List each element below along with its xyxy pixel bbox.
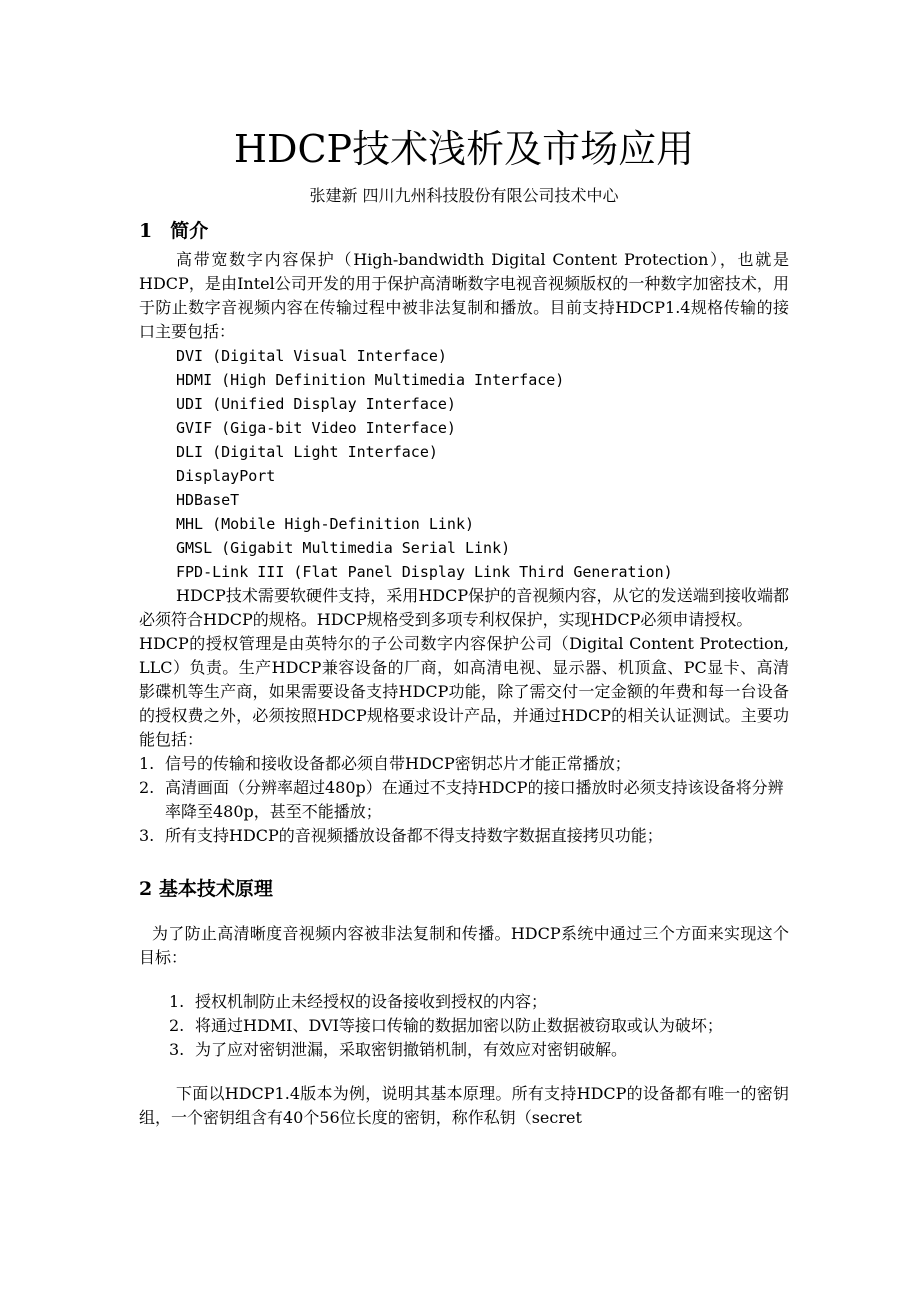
- interface-item: DisplayPort: [176, 467, 276, 485]
- author-affiliation: 张建新 四川九州科技股份有限公司技术中心: [309, 186, 619, 205]
- hardware-support-paragraph: HDCP技术需要软硬件支持，采用HDCP保护的音视频内容，从它的发送端到接收端都必须符合HDCP的规格。HDCP规格受到多项专利权保护，实现HDCP必须申请授权。: [139, 586, 789, 629]
- section-1-heading: [139, 218, 789, 244]
- list-number: 1.: [169, 992, 185, 1011]
- interface-item: DVI (Digital Visual Interface): [176, 347, 447, 365]
- spacer: [139, 1062, 789, 1082]
- list-text: 高清画面（分辨率超过480p）在通过不支持HDCP的接口播放时必须支持该设备将分辨率降至480p，甚至不能播放；: [165, 778, 784, 821]
- list-item: [139, 824, 789, 848]
- page-title: HDCP技术浅析及市场应用: [233, 127, 695, 171]
- list-item: [139, 752, 789, 776]
- list-item: [169, 1014, 789, 1038]
- intro-paragraph: 高带宽数字内容保护（High-bandwidth Digital Content Protection），也就是HDCP，是由Intel公司开发的用于保护高清晰数字电视音视频版权的一种数字加密技术，用于防止数字音视频内容在传输过程中被非法复制和播放。目前支持HDCP1.4规格传输的接口主要包括：: [139, 250, 789, 341]
- section-2-heading: 2 基本技术原理: [139, 878, 273, 900]
- list-text: 信号的传输和接收设备都必须自带HDCP密钥芯片才能正常播放；: [165, 754, 631, 773]
- interface-item: HDBaseT: [176, 491, 240, 509]
- list-text: 所有支持HDCP的音视频播放设备都不得支持数字数据直接拷贝功能；: [165, 826, 663, 845]
- list-item: [139, 776, 789, 824]
- list-number: 2.: [169, 1016, 185, 1035]
- list-item: [169, 1038, 789, 1062]
- interface-item: DLI (Digital Light Interface): [176, 443, 438, 461]
- list-text: 授权机制防止未经授权的设备接收到授权的内容；: [195, 992, 548, 1011]
- document-page: [139, 118, 789, 1130]
- interface-item: UDI (Unified Display Interface): [176, 395, 456, 413]
- spacer: [139, 970, 789, 990]
- list-number: 3.: [139, 826, 155, 845]
- section-1-title: 简介: [170, 220, 209, 242]
- interface-item: GMSL (Gigabit Multimedia Serial Link): [176, 539, 511, 557]
- list-text: 将通过HDMI、DVI等接口传输的数据加密以防止数据被窃取或认为破坏；: [195, 1016, 723, 1035]
- list-item: [169, 990, 789, 1014]
- list-text: 为了应对密钥泄漏，采取密钥撤销机制，有效应对密钥破解。: [195, 1040, 628, 1059]
- feature-list: [139, 752, 789, 848]
- license-paragraph: HDCP的授权管理是由英特尔的子公司数字内容保护公司（Digital Content Protection, LLC）负责。生产HDCP兼容设备的厂商，如高清电视、显示器、机顶盒、PC显卡、高清影碟机等生产商，如果需要设备支持HDCP功能，除了需交付一定金额的年费和每一台设备的授权费之外，必须按照HDCP规格要求设计产品，并通过HDCP的相关认证测试。主要功能包括：: [139, 634, 789, 749]
- interface-item: GVIF (Giga-bit Video Interface): [176, 419, 456, 437]
- goal-list: [139, 990, 789, 1062]
- list-number: 3.: [169, 1040, 185, 1059]
- section-1-number: 1: [139, 220, 153, 242]
- principle-paragraph: 下面以HDCP1.4版本为例，说明其基本原理。所有支持HDCP的设备都有唯一的密钥组，一个密钥组含有40个56位长度的密钥，称作私钥（secret: [139, 1084, 789, 1127]
- interface-item: MHL (Mobile High-Definition Link): [176, 515, 475, 533]
- interface-list: [139, 344, 789, 584]
- section-2-intro: 为了防止高清晰度音视频内容被非法复制和传播。HDCP系统中通过三个方面来实现这个目标：: [139, 924, 789, 967]
- list-number: 2.: [139, 778, 155, 797]
- interface-item: FPD-Link III (Flat Panel Display Link Third Generation): [176, 563, 673, 581]
- list-number: 1.: [139, 754, 155, 773]
- spacer: [139, 902, 789, 922]
- interface-item: HDMI (High Definition Multimedia Interface): [176, 371, 565, 389]
